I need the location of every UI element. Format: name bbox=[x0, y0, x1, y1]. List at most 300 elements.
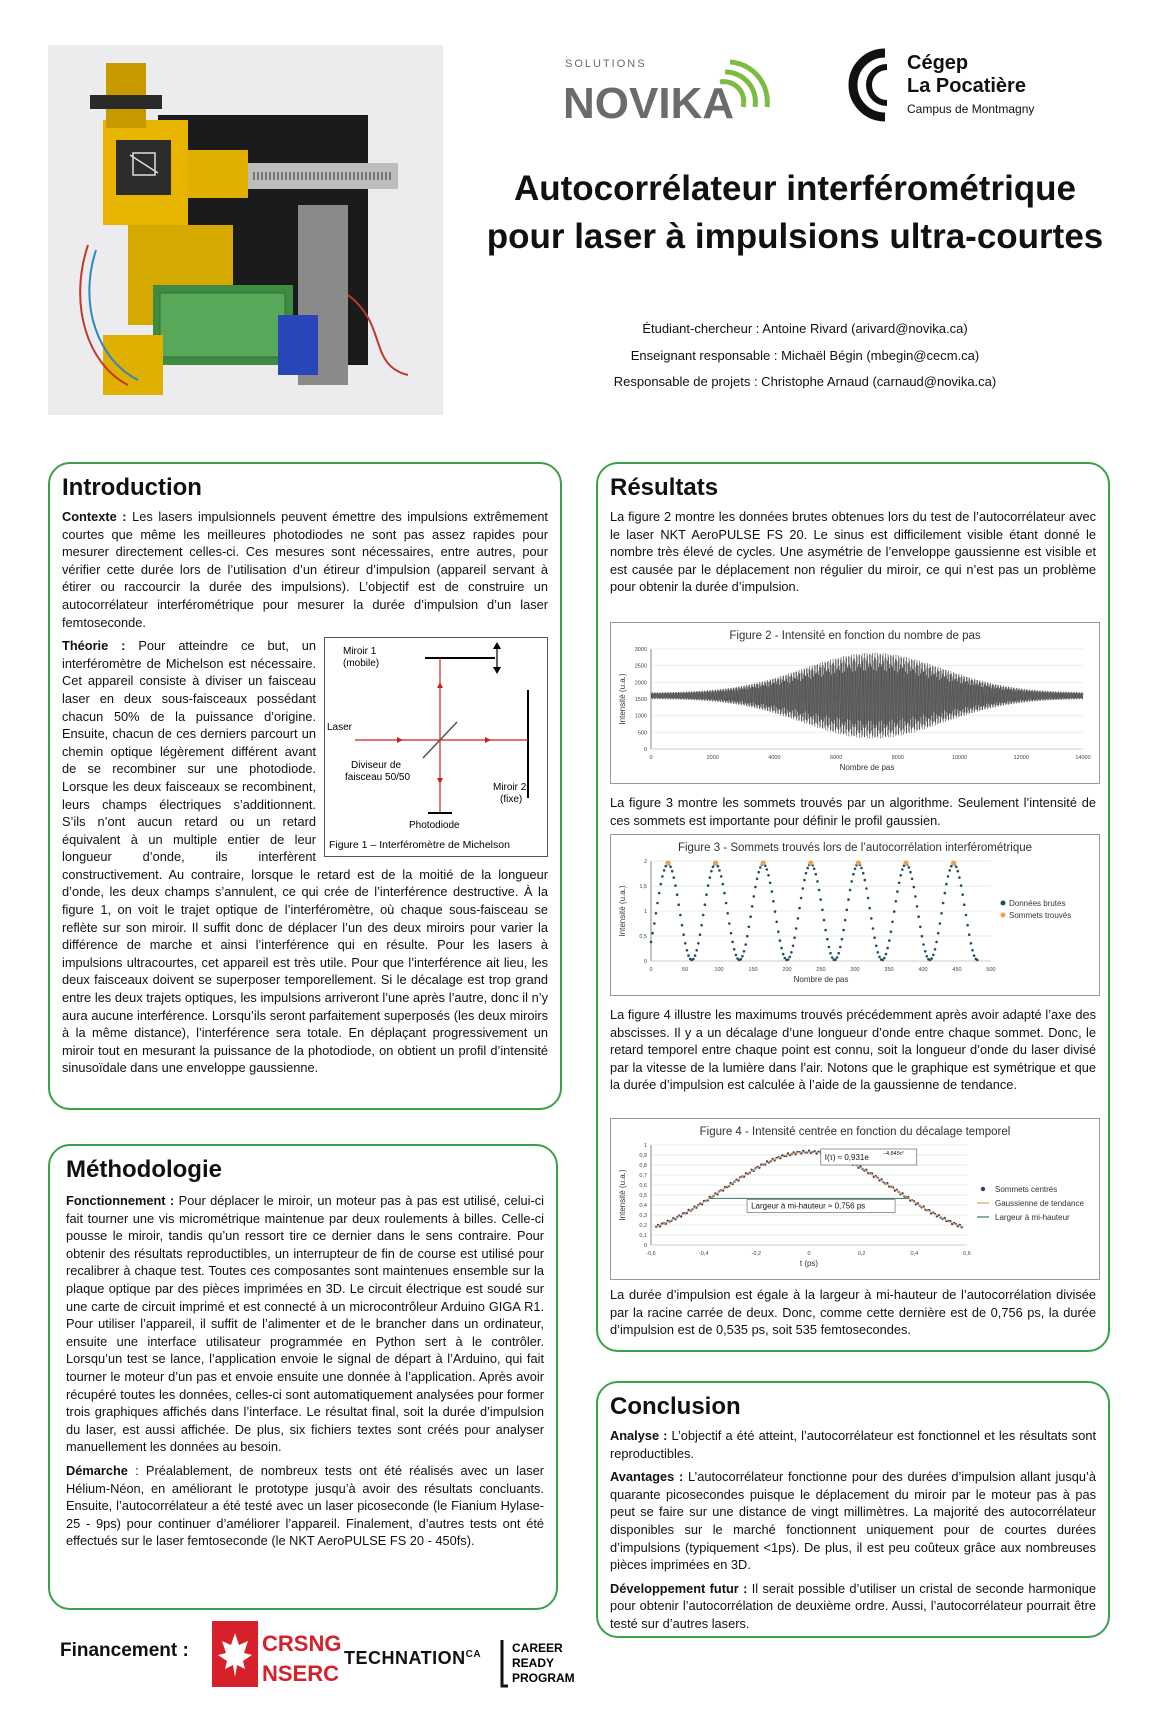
data-point-raw bbox=[919, 926, 922, 929]
theorie-text-b: donc de déplacer l’un des deux miroirs pour varier la différence de marche et ainsi l’interférence qui en résulte. Pour les lasers à impulsions ultracourtes, cet appareil est très utile. Pour que l’interférence ait lieu, les deux faisceaux doivent se superposer temporellement. Si le décalage est trop grand entre les deux trajets optiques, les impulsions arriveront l’une après l’autre, donc il n’y aura aucune interférence. Lorsqu’ils seront parfaitement superposés (les deux miroirs à la même distance), l’interférence sera totale. En déplaçant progressivement un miroir tout en mesurant la puissance de la photodiode, on obtient un profil d’intensité sinusoïdale dans une enveloppe gaussienne. bbox=[62, 919, 549, 1076]
data-point-raw bbox=[844, 919, 847, 922]
data-point-raw bbox=[966, 924, 969, 927]
figure4-chart bbox=[610, 1118, 1100, 1280]
teacher-credit: Enseignant responsable : Michaël Bégin (mbegin@cecm.ca) bbox=[630, 348, 980, 363]
data-point-raw bbox=[819, 898, 822, 901]
x-tick-label: 0,6 bbox=[963, 1251, 971, 1257]
x-tick-label: 350 bbox=[884, 967, 894, 973]
data-point-raw bbox=[712, 866, 715, 869]
data-point-raw bbox=[733, 948, 736, 951]
data-point-raw bbox=[669, 866, 672, 869]
legend-label: Données brutes bbox=[1009, 899, 1066, 908]
legend-marker bbox=[981, 1187, 985, 1191]
data-point-raw bbox=[860, 867, 863, 870]
data-point-raw bbox=[944, 892, 947, 895]
data-point-raw bbox=[795, 927, 798, 930]
x-tick-label: -0,2 bbox=[751, 1251, 762, 1257]
y-tick-label: 0,9 bbox=[639, 1153, 647, 1159]
x-tick-label: 0,2 bbox=[857, 1251, 866, 1257]
data-point-raw bbox=[939, 922, 942, 925]
conclusion-panel bbox=[596, 1381, 1110, 1638]
y-axis-label: Intensité (u.a.) bbox=[618, 1169, 627, 1221]
fonctionnement-paragraph bbox=[66, 1192, 544, 1456]
y-tick-label: 0,3 bbox=[639, 1213, 647, 1219]
data-point-raw bbox=[921, 935, 924, 938]
data-point-raw bbox=[846, 909, 849, 912]
data-point-raw bbox=[725, 902, 728, 905]
y-tick-label: 0,7 bbox=[639, 1173, 647, 1179]
resultats-p2: La figure 3 montre les sommets trouvés par un algorithme. Seulement l’intensité de ces sommets est importante pour définir le profil gaussien. bbox=[610, 795, 1096, 828]
x-tick-label: -0,4 bbox=[698, 1251, 709, 1257]
data-point-raw bbox=[707, 884, 710, 887]
data-point-peak bbox=[951, 860, 956, 865]
data-point-raw bbox=[650, 941, 653, 944]
data-point-raw bbox=[895, 900, 898, 903]
title-line-1: Autocorrélateur interférométrique bbox=[513, 169, 1077, 208]
data-point-raw bbox=[806, 867, 809, 870]
legend-marker bbox=[1001, 913, 1006, 918]
legend-label: Largeur à mi-hauteur bbox=[995, 1213, 1070, 1222]
data-point-raw bbox=[769, 882, 772, 885]
data-point-raw bbox=[782, 953, 785, 956]
data-point-raw bbox=[885, 953, 888, 956]
data-point-raw bbox=[970, 942, 973, 945]
data-point-raw bbox=[930, 957, 933, 960]
data-point-raw bbox=[828, 946, 831, 949]
data-point-raw bbox=[704, 903, 707, 906]
fig1-mirror1: Miroir 1 bbox=[343, 646, 377, 658]
data-point-raw bbox=[888, 939, 891, 942]
figure3-chart bbox=[610, 834, 1100, 996]
data-point-raw bbox=[837, 952, 840, 955]
data-point-raw bbox=[948, 869, 951, 872]
analyse-paragraph bbox=[610, 1427, 1096, 1462]
data-point-raw bbox=[726, 912, 729, 915]
career-line2: READY bbox=[512, 1656, 555, 1670]
data-point-peak bbox=[713, 860, 718, 865]
y-tick-label: 500 bbox=[637, 730, 647, 737]
x-tick-label: 0 bbox=[649, 755, 653, 761]
data-point-raw bbox=[674, 884, 677, 887]
data-point-raw bbox=[694, 954, 697, 957]
x-tick-label: 14000 bbox=[1075, 755, 1091, 761]
data-point-raw bbox=[676, 893, 679, 896]
data-point-raw bbox=[839, 946, 842, 949]
conclusion-heading: Conclusion bbox=[610, 1393, 741, 1420]
figure2-chart bbox=[610, 622, 1100, 784]
data-point-raw bbox=[865, 887, 868, 890]
data-point-raw bbox=[841, 938, 844, 941]
crsng-top: CRSNG bbox=[262, 1631, 342, 1656]
resultats-p1: La figure 2 montre les données brutes obtenues lors du test de l’autocorrélateur avec le laser NKT AeroPULSE FS 20. Le sinus est difficilement visible étant donné le nombre très élevé de cycles. Une asymétrie de l’enveloppe gaussienne est visible et est causée par le déplacement non régulier du miroir, ce qui n’est pas un problème pour obtenir la durée d’impulsion. bbox=[610, 509, 1096, 595]
fig1-mirror2-sub: (fixe) bbox=[500, 794, 523, 806]
data-point-raw bbox=[679, 914, 682, 917]
avantages-text: L’autocorrélateur fonctionne pour des durées d’impulsion allant jusqu’à quarante picosecondes puisque le déplacement du miroir par le moteur pas à pas peut se faire sur une distance de vingt millimètres. La majorité des autocorrélateur disponibles sur le marché fonctionnent uniquement pour de courtes durées d’impulsions (typiquement <1ps). De plus, il est peu coûteux grâce aux nombreuses pièces imprimées en 3D. bbox=[610, 1469, 1096, 1573]
legend-label: Sommets centrés bbox=[995, 1185, 1058, 1194]
data-point-raw bbox=[935, 941, 938, 944]
fig1-splitter-2: faisceau 50/50 bbox=[345, 772, 411, 784]
data-point-raw bbox=[749, 915, 752, 918]
resultats-heading: Résultats bbox=[610, 474, 719, 501]
y-tick-label: 0 bbox=[643, 959, 647, 965]
chart-title: Figure 4 - Intensité centrée en fonction du décalage temporel bbox=[699, 1126, 1011, 1138]
y-axis-label: Intensité (u.a.) bbox=[618, 885, 627, 937]
data-point-raw bbox=[798, 907, 801, 910]
developpement-text: Il serait possible d’utiliser un cristal de seconde harmonique pour obtenir l’autocorrélation de deuxième ordre. Aussi, l’autocorrélateur pourrait être testé sur d’autres lasers. bbox=[610, 1580, 1096, 1631]
data-point-raw bbox=[777, 930, 780, 933]
novika-logo-name: NOVIKA bbox=[563, 79, 735, 128]
x-axis-label: Nombre de pas bbox=[839, 763, 895, 772]
y-tick-label: 0 bbox=[643, 1243, 647, 1249]
avantages-label: Avantages : bbox=[610, 1469, 684, 1485]
analyse-text: L’objectif a été atteint, l’autocorrélateur est fonctionnel et les résultats sont reproductibles. bbox=[610, 1428, 1096, 1461]
x-tick-label: 8000 bbox=[891, 755, 904, 761]
data-point-raw bbox=[815, 873, 818, 876]
data-point-raw bbox=[847, 898, 850, 901]
data-point-raw bbox=[937, 932, 940, 935]
x-tick-label: 10000 bbox=[951, 755, 968, 761]
fig1-laser: Laser bbox=[327, 722, 353, 734]
data-point-raw bbox=[878, 956, 881, 959]
x-tick-label: 200 bbox=[782, 967, 792, 973]
data-point-raw bbox=[779, 939, 782, 942]
data-point-raw bbox=[955, 866, 958, 869]
fig1-caption: Figure 1 – Interféromètre de Michelson bbox=[329, 839, 510, 852]
x-axis-label: t (ps) bbox=[799, 1259, 819, 1268]
data-point-raw bbox=[751, 905, 754, 908]
career-line3: PROGRAM bbox=[512, 1671, 575, 1685]
data-point-raw bbox=[803, 879, 806, 882]
data-point-peak bbox=[761, 860, 766, 865]
data-point-raw bbox=[914, 895, 917, 898]
data-point-raw bbox=[722, 883, 725, 886]
data-point-raw bbox=[961, 893, 964, 896]
data-point-raw bbox=[816, 880, 819, 883]
data-point-raw bbox=[854, 868, 857, 871]
demarche-paragraph bbox=[66, 1462, 544, 1550]
data-point-raw bbox=[754, 886, 757, 889]
introduction-panel bbox=[48, 462, 562, 1110]
cegep-line3: Campus de Montmagny bbox=[907, 102, 1035, 116]
data-point-raw bbox=[743, 950, 746, 953]
data-point-raw bbox=[771, 890, 774, 893]
y-tick-label: 0,5 bbox=[639, 1193, 647, 1199]
resultats-p3: La figure 4 illustre les maximums trouvés précédemment après avoir adapté l’axe des abscisses. Il y a un décalage d’une longueur d’onde entre chaque sommet. Donc, le retard temporel entre chaque point est connu, soit la longueur d’onde du laser divisé par la vitesse de la lumière dans l’air. Notons que le graphique est symétrique et que la durée d’impulsion est calculée à l’aide de la gaussienne de tendance. bbox=[610, 1007, 1096, 1093]
data-point-raw bbox=[870, 917, 873, 920]
data-point-raw bbox=[744, 943, 747, 946]
data-point-raw bbox=[829, 952, 832, 955]
data-point-raw bbox=[926, 955, 929, 958]
analyse-label: Analyse : bbox=[610, 1428, 668, 1443]
data-point-raw bbox=[697, 942, 700, 945]
data-point-raw bbox=[788, 956, 791, 959]
data-point-raw bbox=[849, 889, 852, 892]
data-point-raw bbox=[759, 866, 762, 869]
data-point-raw bbox=[932, 954, 935, 957]
data-point-raw bbox=[890, 930, 893, 933]
legend-label: Gaussienne de tendance bbox=[995, 1199, 1084, 1208]
data-point-raw bbox=[793, 936, 796, 939]
data-point-raw bbox=[913, 886, 916, 889]
data-point-raw bbox=[748, 926, 751, 929]
data-point-raw bbox=[687, 954, 690, 957]
data-point-raw bbox=[883, 957, 886, 960]
data-point-raw bbox=[924, 950, 927, 953]
funding-label: Financement : bbox=[60, 1640, 189, 1661]
data-point-raw bbox=[899, 874, 902, 877]
data-point-raw bbox=[710, 870, 713, 873]
data-point-raw bbox=[898, 882, 901, 885]
data-point-raw bbox=[908, 866, 911, 869]
y-tick-label: 2 bbox=[643, 859, 647, 865]
data-point-raw bbox=[886, 947, 889, 950]
data-point-raw bbox=[787, 958, 790, 961]
contexte-label: Contexte : bbox=[62, 509, 127, 524]
data-point-raw bbox=[862, 872, 865, 875]
data-point-raw bbox=[658, 892, 661, 895]
y-tick-label: 0,5 bbox=[639, 934, 647, 940]
data-point-raw bbox=[942, 902, 945, 905]
crsng-logo bbox=[212, 1615, 342, 1693]
data-point-raw bbox=[673, 876, 676, 879]
data-point-raw bbox=[963, 903, 966, 906]
data-point-raw bbox=[850, 880, 853, 883]
y-tick-label: 2500 bbox=[634, 663, 647, 670]
data-point-raw bbox=[735, 954, 738, 957]
demarche-label: Démarche bbox=[66, 1462, 128, 1478]
data-point-raw bbox=[686, 949, 689, 952]
y-tick-label: 1 bbox=[643, 1143, 647, 1149]
data-point-raw bbox=[958, 876, 961, 879]
data-point-raw bbox=[968, 933, 971, 936]
novika-logo-top: SOLUTIONS bbox=[565, 58, 647, 70]
data-point-raw bbox=[774, 910, 777, 913]
data-point-raw bbox=[813, 868, 816, 871]
data-point-raw bbox=[731, 941, 734, 944]
data-point-raw bbox=[945, 883, 948, 886]
data-point-raw bbox=[651, 932, 654, 935]
legend-marker bbox=[1001, 901, 1006, 906]
contexte-paragraph bbox=[62, 508, 548, 631]
equation-text: I(τ) ≈ 0,931e bbox=[824, 1153, 869, 1162]
data-point-raw bbox=[655, 912, 658, 915]
novika-logo bbox=[560, 52, 775, 127]
figure1-michelson bbox=[324, 637, 548, 857]
data-point-raw bbox=[702, 914, 705, 917]
data-point-raw bbox=[823, 919, 826, 922]
data-point-raw bbox=[661, 875, 664, 878]
data-point-raw bbox=[723, 892, 726, 895]
x-tick-label: 0 bbox=[807, 1251, 811, 1257]
y-tick-label: 1,5 bbox=[639, 884, 647, 890]
contexte-text: Les lasers impulsionnels peuvent émettre des impulsions extrêmement courtes que même les meilleures photodiodes ne sont pas assez rapides pour mesurer directement celles-ci. Ces mesures sont nécessaires, entre autres, pour vérifier cette durée lors de l’utilisation d’un étireur d’impulsion (appareil servant à étirer ou raccourcir la durée des impulsions). L’objectif est de construire un autocorrélateur interférométrique pour mesurer la durée d’impulsion d’un laser femtoseconde. bbox=[62, 509, 548, 630]
data-point-raw bbox=[947, 875, 950, 878]
data-point-raw bbox=[671, 870, 674, 873]
data-point-raw bbox=[805, 872, 808, 875]
data-point-raw bbox=[653, 922, 656, 925]
data-point-raw bbox=[875, 945, 878, 948]
career-ready-logo bbox=[500, 1636, 580, 1690]
fig1-splitter-1: Diviseur de bbox=[351, 760, 402, 772]
data-point-raw bbox=[922, 943, 925, 946]
data-point-raw bbox=[864, 879, 867, 882]
y-tick-label: 0 bbox=[643, 747, 647, 753]
methodologie-heading: Méthodologie bbox=[66, 1156, 222, 1183]
data-point-raw bbox=[901, 868, 904, 871]
student-credit: Étudiant-chercheur : Antoine Rivard (arivard@novika.ca) bbox=[642, 321, 968, 336]
data-point-raw bbox=[957, 870, 960, 873]
career-line1: CAREER bbox=[512, 1641, 563, 1655]
data-point-raw bbox=[916, 905, 919, 908]
chart-title: Figure 2 - Intensité en fonction du nombre de pas bbox=[729, 630, 981, 642]
data-point-raw bbox=[831, 956, 834, 959]
data-point-raw bbox=[756, 878, 759, 881]
x-tick-label: 6000 bbox=[830, 755, 843, 761]
data-point-raw bbox=[842, 929, 845, 932]
data-point-raw bbox=[728, 922, 731, 925]
data-point-raw bbox=[663, 869, 666, 872]
data-point-raw bbox=[818, 889, 821, 892]
y-tick-label: 0,2 bbox=[639, 1223, 647, 1229]
data-point-raw bbox=[873, 936, 876, 939]
x-tick-label: -0,6 bbox=[646, 1251, 656, 1257]
data-point-raw bbox=[684, 942, 687, 945]
y-tick-label: 0,6 bbox=[639, 1183, 647, 1189]
data-point-raw bbox=[730, 932, 733, 935]
data-point-raw bbox=[973, 954, 976, 957]
data-point-raw bbox=[917, 915, 920, 918]
x-tick-label: 2000 bbox=[706, 755, 719, 761]
data-point-raw bbox=[965, 914, 968, 917]
data-point-raw bbox=[852, 873, 855, 876]
legend-label: Sommets trouvés bbox=[1009, 911, 1072, 920]
x-tick-label: 4000 bbox=[768, 755, 781, 761]
data-point-raw bbox=[911, 878, 914, 881]
poster-title bbox=[455, 165, 1135, 261]
y-tick-label: 2000 bbox=[634, 680, 647, 687]
conclusion-body bbox=[610, 1427, 1096, 1639]
technation-logo bbox=[344, 1648, 481, 1669]
x-tick-label: 250 bbox=[816, 967, 826, 973]
data-point-raw bbox=[797, 917, 800, 920]
data-point-raw bbox=[800, 897, 803, 900]
x-axis-label: Nombre de pas bbox=[793, 975, 849, 984]
data-point-raw bbox=[834, 958, 837, 961]
data-point-peak bbox=[856, 860, 861, 865]
resultats-panel bbox=[596, 462, 1110, 1352]
fonctionnement-text: Pour déplacer le miroir, un moteur pas à pas est utilisé, celui-ci fait tourner une vis micrométrique maintenue par deux roulements à billes. Celle-ci pousse le miroir, tandis qu’un ressort tire ce dernier dans le sens contraire. Pour obtenir des résultats reproductibles, un interrupteur de fin de course est utilisé pour recalibrer à chaque test. Toutes ces composantes sont maintenues ensemble sur la plaque optique par des pièces imprimées en 3D. Le circuit électrique est soudé sur une carte de circuit imprimé et est connecté à un microcontrôleur Arduino GIGA R1. Pour utiliser l’appareil, il suffit de l’alimenter et de le brancher dans un ordinateur, ensuite une interface utilisateur programmée en Python sert à le contrôler. Lorsqu’un test se lance, l’application envoie le signal de départ à l’Arduino, qui fait tourner le moteur d’un pas et envoie ensuite une donnée à l’application. Après avoir récupéré toutes les données, celles-ci sont automatiquement analysées pour former trois graphiques affichés dans l’interface. Le résultat final, soit la durée d’impulsion du laser, est aussi affichée. De plus, six fichiers textes sont créés pour analyser manuellement les données au besoin. bbox=[66, 1193, 545, 1455]
demarche-text: : Préalablement, de nombreux tests ont été réalisés avec un laser Hélium-Néon, en améliorant le prototype jusqu’à avoir des résultats concluants. Ensuite, l’autocorrélateur a été testé avec un laser picoseconde (le Fianium Hylase-25 - 9ps) pour continuer d’améliorer l’appareil. Finalement, d’autres tests ont été effectués sur le laser femtoseconde (le NKT AeroPULSE FS 20 - 450fs). bbox=[66, 1462, 544, 1549]
data-point-raw bbox=[836, 956, 839, 959]
data-point-raw bbox=[681, 924, 684, 927]
data-point-raw bbox=[746, 935, 749, 938]
data-point-raw bbox=[971, 949, 974, 952]
data-point-raw bbox=[699, 933, 702, 936]
data-point-raw bbox=[872, 927, 875, 930]
fig1-mirror2: Miroir 2 bbox=[493, 782, 527, 794]
data-point-peak bbox=[808, 860, 813, 865]
data-point-raw bbox=[682, 933, 685, 936]
theorie-label: Théorie : bbox=[62, 638, 126, 654]
chart-title: Figure 3 - Sommets trouvés lors de l’autocorrélation interférométrique bbox=[677, 842, 1033, 854]
apparatus-photo bbox=[48, 45, 443, 415]
technation-name: TECHNATION bbox=[344, 1648, 466, 1668]
data-point-raw bbox=[960, 884, 963, 887]
fig1-photodiode: Photodiode bbox=[409, 820, 460, 832]
data-point-raw bbox=[792, 945, 795, 948]
data-point-raw bbox=[909, 871, 912, 874]
data-point-raw bbox=[867, 897, 870, 900]
data-point-peak bbox=[903, 860, 908, 865]
theorie-text-a: Pour atteindre ce but, un interféromètre de Michelson est nécessaire. Cet appareil consiste à diviser un faisceau laser en deux sous-faisceaux possédant chacun 50% de la puissance d’origine. Ensuite, chacun de ces derniers parcourt un chemin optique légèrement différent avant de se recombiner sur une photodiode. Lorsque les deux faisceaux se recombinent, leurs champs électriques s’additionnent. S’ils n’ont aucun retard ou un retard équivalent à un multiple entier de leur longueur d’onde, ils interfèrent constructivement. Au contraire, lorsque le retard est de la moitié de la longueur d’onde, les deux champs s’annulent, ce qui crée de l’interférence destructive. À la figure 1, on voit le trajet optique de l’interféromètre, où chaque sous-faisceau se reflète sur son miroir. Il suffit bbox=[62, 638, 548, 935]
y-tick-label: 0,4 bbox=[639, 1203, 647, 1209]
data-point-raw bbox=[753, 895, 756, 898]
data-point-raw bbox=[660, 883, 663, 886]
introduction-body bbox=[62, 508, 548, 1077]
y-tick-label: 0,8 bbox=[639, 1163, 647, 1169]
data-point-raw bbox=[741, 955, 744, 958]
x-tick-label: 100 bbox=[714, 967, 724, 973]
data-point-raw bbox=[802, 887, 805, 890]
data-point-raw bbox=[891, 921, 894, 924]
data-point-raw bbox=[767, 874, 770, 877]
resultats-p4: La durée d’impulsion est égale à la largeur à mi-hauteur de l’autocorrélation divisée par la racine carrée de deux. Donc, comme cette dernière est de 0,756 ps, la durée d’impulsion est de 0,535 ps, soit 535 femtosecondes. bbox=[610, 1287, 1096, 1338]
data-point-raw bbox=[780, 947, 783, 950]
x-tick-label: 0 bbox=[649, 967, 653, 973]
data-point-raw bbox=[709, 876, 712, 879]
data-point-raw bbox=[790, 951, 793, 954]
data-point-raw bbox=[821, 909, 824, 912]
data-point-raw bbox=[893, 910, 896, 913]
equation-exponent: −4,845τ² bbox=[882, 1151, 904, 1157]
data-point-raw bbox=[826, 938, 829, 941]
introduction-heading: Introduction bbox=[62, 474, 202, 501]
crsng-bottom: NSERC bbox=[262, 1661, 340, 1686]
data-point-raw bbox=[824, 929, 827, 932]
data-point-raw bbox=[692, 958, 695, 961]
data-point-raw bbox=[896, 890, 899, 893]
methodologie-panel bbox=[48, 1144, 558, 1610]
cegep-line1: Cégep bbox=[907, 52, 969, 74]
fwhm-label: Largeur à mi-hauteur ≈ 0,756 ps bbox=[751, 1201, 866, 1211]
data-point-raw bbox=[700, 924, 703, 927]
y-tick-label: 0,1 bbox=[639, 1233, 647, 1239]
data-point-peak bbox=[665, 860, 670, 865]
data-point-raw bbox=[677, 903, 680, 906]
data-point-raw bbox=[656, 902, 659, 905]
x-tick-label: 400 bbox=[918, 967, 928, 973]
data-point-raw bbox=[772, 900, 775, 903]
x-tick-label: 0,4 bbox=[910, 1251, 919, 1257]
data-point-raw bbox=[775, 921, 778, 924]
data-point-raw bbox=[976, 959, 979, 962]
y-tick-label: 1 bbox=[643, 909, 647, 915]
data-point-raw bbox=[740, 958, 743, 961]
data-point-raw bbox=[717, 865, 720, 868]
data-point-raw bbox=[718, 869, 721, 872]
data-point-raw bbox=[720, 875, 723, 878]
x-tick-label: 50 bbox=[681, 967, 689, 973]
cegep-line2: La Pocatière bbox=[907, 75, 1026, 97]
x-tick-label: 450 bbox=[952, 967, 962, 973]
data-point-raw bbox=[705, 893, 708, 896]
x-tick-label: 12000 bbox=[1013, 755, 1029, 761]
developpement-paragraph bbox=[610, 1580, 1096, 1633]
data-point-raw bbox=[940, 912, 943, 915]
technation-sup: CA bbox=[465, 1649, 482, 1660]
y-tick-label: 1500 bbox=[634, 697, 647, 703]
avantages-paragraph bbox=[610, 1468, 1096, 1574]
